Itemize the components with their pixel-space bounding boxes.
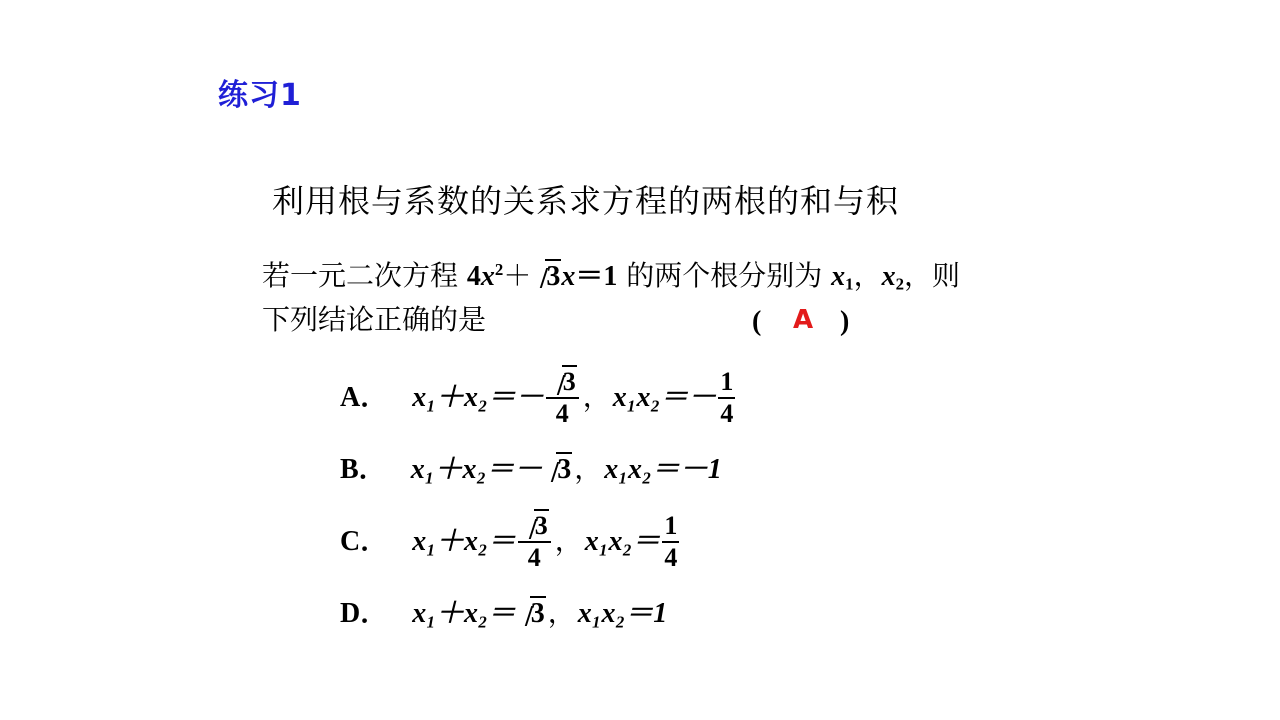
option-d-sum-lhs: x₁＋x₂＝ bbox=[412, 598, 516, 629]
option-a[interactable] bbox=[340, 366, 737, 430]
root-comma: ， bbox=[853, 259, 882, 293]
option-b-prod: x₁x₂＝－1 bbox=[604, 454, 722, 485]
answer-paren-open: ( bbox=[752, 306, 762, 337]
eq-sqrt bbox=[531, 262, 561, 291]
root-1-sub: 1 bbox=[845, 274, 854, 294]
option-b-sum-sqrt bbox=[542, 456, 572, 484]
option-a-prod-fraction bbox=[718, 369, 735, 427]
option-c-prod-numerator: 1 bbox=[662, 513, 679, 543]
root-2-sub: 2 bbox=[895, 274, 904, 294]
option-a-sum-numerator: 3 bbox=[562, 367, 576, 396]
option-d-sum-sqrt bbox=[516, 600, 546, 628]
option-a-prod-numerator: 1 bbox=[718, 369, 735, 399]
question-suffix: ，则 bbox=[903, 259, 960, 293]
option-c-sum-fraction bbox=[518, 513, 551, 571]
option-a-prod-lhs: x₁x₂＝－ bbox=[612, 382, 717, 413]
question-line-2: 下列结论正确的是 bbox=[262, 303, 487, 336]
option-d[interactable] bbox=[340, 596, 667, 632]
option-c-sum-sqrt bbox=[520, 513, 549, 539]
option-b[interactable] bbox=[340, 452, 722, 488]
option-a-prod-denominator: 4 bbox=[720, 399, 734, 428]
option-a-sum-fraction bbox=[546, 369, 579, 427]
option-c-prod-denominator: 4 bbox=[664, 543, 678, 572]
eq-sqrt-radicand: 3 bbox=[546, 261, 561, 293]
option-d-separator: ， bbox=[547, 598, 576, 629]
option-c-label: C． bbox=[340, 526, 389, 557]
answer-paren-close: ) bbox=[840, 306, 850, 337]
option-c[interactable] bbox=[340, 510, 681, 574]
exercise-title: 练习1 bbox=[218, 78, 302, 113]
option-a-sum-denominator: 4 bbox=[555, 399, 569, 428]
option-b-sum-lhs: x₁＋x₂＝－ bbox=[410, 454, 543, 485]
eq-exponent: 2 bbox=[494, 260, 504, 279]
option-d-prod: x₁x₂＝1 bbox=[577, 598, 668, 629]
root-1: x bbox=[831, 261, 846, 293]
option-d-sum-radicand: 3 bbox=[530, 598, 545, 629]
option-c-sum-numerator: 3 bbox=[534, 511, 548, 540]
eq-plus: ＋ bbox=[503, 259, 532, 293]
answer-label: A bbox=[793, 305, 814, 335]
root-2: x bbox=[881, 261, 896, 293]
question-prefix: 若一元二次方程 bbox=[262, 259, 459, 293]
option-d-label: D． bbox=[340, 598, 389, 629]
option-c-prod-lhs: x₁x₂＝ bbox=[584, 526, 661, 557]
option-b-sum-radicand: 3 bbox=[557, 454, 572, 485]
question-line-1 bbox=[262, 259, 960, 294]
exercise-subtitle: 利用根与系数的关系求方程的两根的和与积 bbox=[272, 182, 900, 220]
eq-variable: x bbox=[480, 261, 495, 293]
eq-equals: ＝1 bbox=[575, 261, 618, 293]
option-b-separator: ， bbox=[574, 454, 603, 485]
eq-coefficient: 4 bbox=[466, 261, 481, 293]
option-c-sum-lhs: x₁＋x₂＝ bbox=[412, 526, 516, 557]
option-c-separator: ， bbox=[554, 526, 583, 557]
question-middle: 的两个根分别为 bbox=[626, 259, 823, 293]
eq-variable-2: x bbox=[561, 261, 576, 293]
option-a-sum-lhs: x₁＋x₂＝－ bbox=[412, 382, 544, 413]
option-c-sum-denominator: 4 bbox=[527, 543, 541, 572]
option-c-prod-fraction bbox=[662, 513, 679, 571]
option-b-label: B． bbox=[340, 454, 387, 485]
option-a-sum-sqrt bbox=[548, 369, 577, 395]
option-a-label: A． bbox=[340, 382, 389, 413]
option-a-separator: ， bbox=[582, 382, 611, 413]
